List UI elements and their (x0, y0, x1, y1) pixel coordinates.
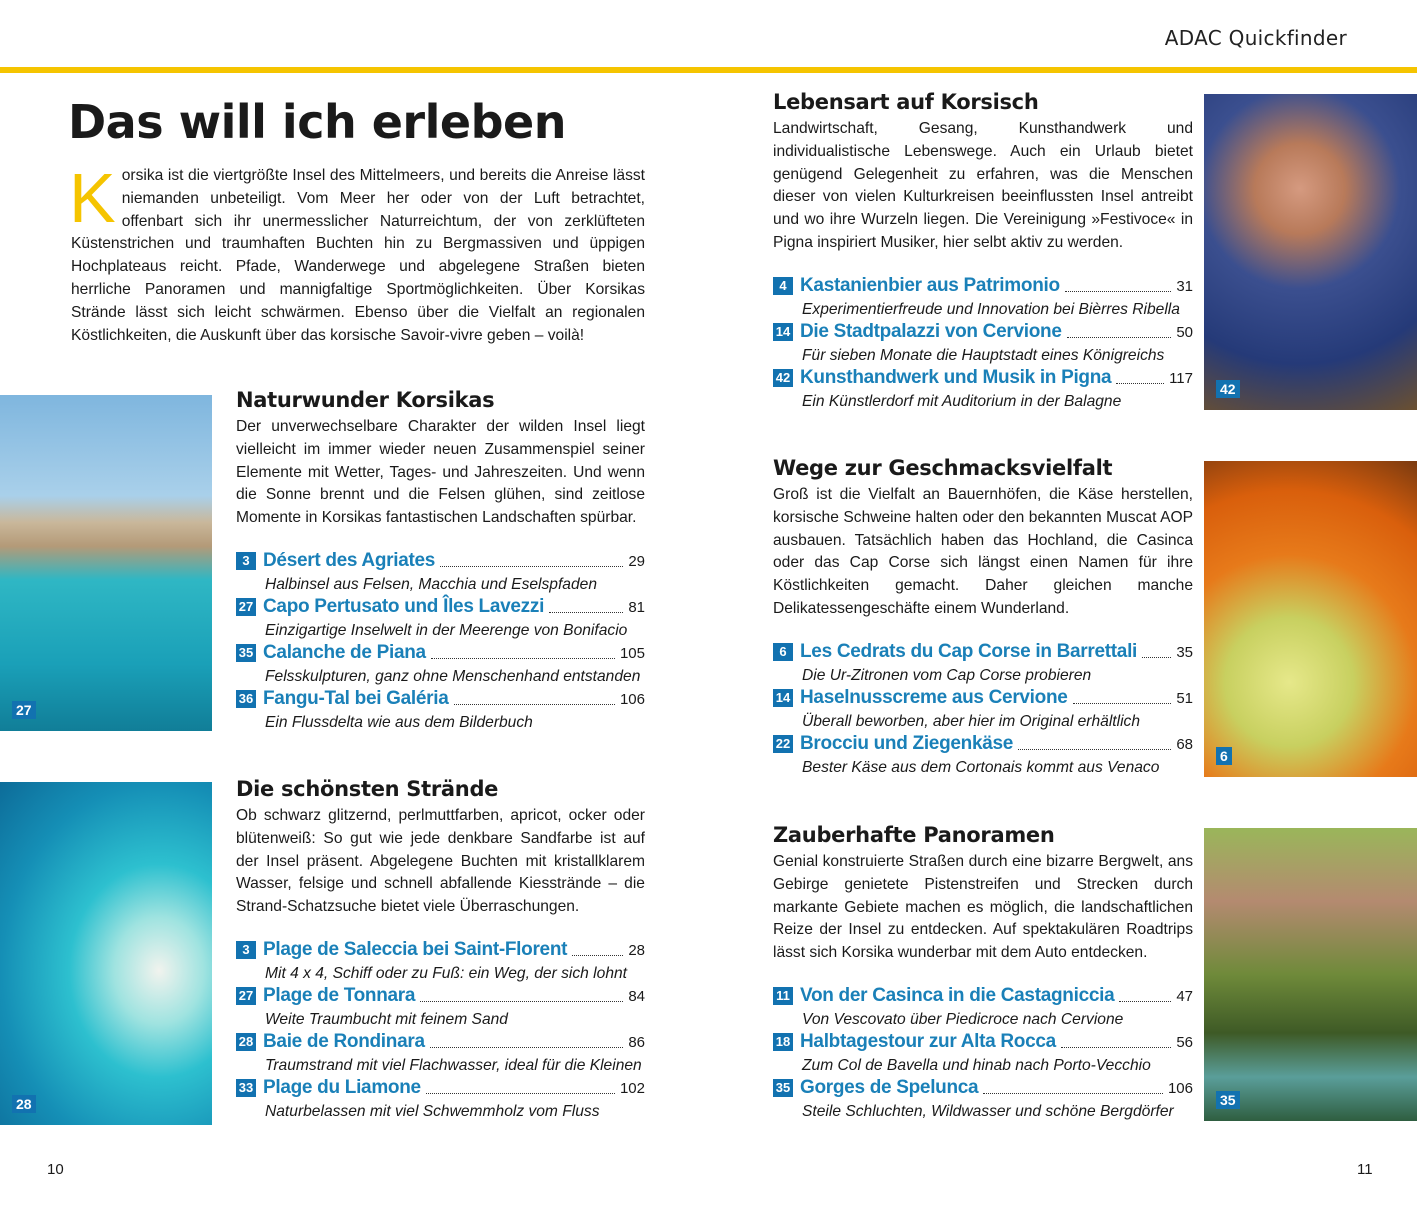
entry-row[interactable] (773, 985, 1193, 1008)
entry-subtitle: Experimentierfreude und Innovation bei Bièrres Ribella (802, 300, 1180, 318)
entry-number-badge: 42 (773, 369, 793, 387)
entry-title[interactable]: Plage du Liamone (263, 1076, 421, 1098)
entry-title[interactable]: Kastanienbier aus Patrimonio (800, 274, 1060, 296)
entry-title[interactable]: Die Stadtpalazzi von Cervione (800, 320, 1062, 342)
photo-number-badge: 42 (1216, 380, 1240, 398)
intro-text: orsika ist die viertgrößte Insel des Mittelmeers, und bereits die Anreise lässt niemanden unbeteiligt. Vom Meer her oder von der Luft betrachtet, offenbart sich ihr unermesslicher Naturreichtum, der von zerklüfteten Küstenstrichen und traumhaften Buchten hin zu Bergmassiven und üppigen Hochplateaus reicht. Pfade, Wanderwege und abgelegene Straßen bieten herrliche Panoramen und mannigfaltige Sportmöglichkeiten. Über Korsikas Strände lässt sich leicht schwärmen. Ebenso über die Vielfalt an regionalen Köstlichkeiten, die Auskunft über das korsische Savoir-vivre geben – voilà! (71, 167, 645, 344)
entry-subtitle: Für sieben Monate die Hauptstadt eines Königreichs (802, 346, 1165, 364)
section (773, 823, 1193, 1123)
dot-leader (1018, 749, 1171, 750)
entry-subtitle: Naturbelassen mit viel Schwemmholz vom Fluss (265, 1102, 600, 1120)
entry-page: 106 (619, 690, 645, 708)
entry-page: 51 (1176, 689, 1193, 707)
entry-page: 50 (1176, 323, 1193, 341)
entry-subtitle: Felsskulpturen, ganz ohne Menschenhand entstanden (265, 667, 641, 685)
entry-row[interactable] (236, 1077, 645, 1100)
section (773, 90, 1193, 413)
entry-number-badge: 11 (773, 987, 793, 1005)
page-title: Das will ich erleben (68, 95, 566, 149)
dot-leader (431, 658, 615, 659)
dot-leader (1067, 337, 1172, 338)
dot-leader (1142, 657, 1171, 658)
entry-subtitle: Überall beworben, aber hier im Original erhältlich (802, 712, 1141, 730)
entry-page: 47 (1176, 987, 1193, 1005)
entry-title[interactable]: Halbtagestour zur Alta Rocca (800, 1030, 1056, 1052)
entry-row[interactable] (773, 641, 1193, 664)
entry-row[interactable] (773, 1031, 1193, 1054)
entry-subtitle: Steile Schluchten, Wildwasser und schöne Bergdörfer (802, 1102, 1174, 1120)
entry-page: 31 (1176, 277, 1193, 295)
photo-number-badge: 28 (12, 1095, 36, 1113)
entry-page: 35 (1176, 643, 1193, 661)
entry-list (236, 550, 645, 734)
section-body: Landwirtschaft, Gesang, Kunsthandwerk und individualistische Lebenswege. Auch ein Urlaub bietet genügend Gelegenheit zu erfahren, was die Menschen dieser von vielen Kulturkreisen beeinflussten Insel antreibt und wo ihre Wurzeln liegen. Die Vereinigung »Festivoce« in Pigna inspiriert Musiker, hier selbt aktiv zu werden. (773, 120, 1193, 251)
entry-list (236, 939, 645, 1123)
photo-number-badge: 35 (1216, 1091, 1240, 1109)
section-body: Der unverwechselbare Charakter der wilden Insel liegt vielleicht im immer wieder neuen Zusammenspiel seiner Elemente mit Wetter, Tages- und Jahreszeiten. Und wenn die Sonne brennt und die Felsen glühen, sind zeitlose Momente in Korsikas fantastischen Landschaften spürbar. (236, 418, 645, 527)
entry-title[interactable]: Brocciu und Ziegenkäse (800, 732, 1014, 754)
entry-title[interactable]: Plage de Saleccia bei Saint-Florent (263, 938, 568, 960)
dot-leader (1065, 291, 1172, 292)
dot-leader (572, 955, 623, 956)
entry-title[interactable]: Haselnusscreme aus Cervione (800, 686, 1068, 708)
section-body: Genial konstruierte Straßen durch eine bizarre Bergwelt, ans Gebirge genietete Pistenstreifen und Strecken durch markante Gebiete machen es möglich, die landschaftlichen Reize der Insel zu entdecken. Auf spektakulären Roadtrips lässt sich Korsika wunderbar mit dem Auto entdecken. (773, 853, 1193, 962)
section-heading: Wege zur Geschmacksvielfalt (773, 456, 1113, 480)
entry-title[interactable]: Baie de Rondinara (263, 1030, 425, 1052)
entry-page: 28 (628, 941, 645, 959)
entry-number-badge: 14 (773, 689, 793, 707)
entry-title[interactable]: Von der Casinca in die Castagniccia (800, 984, 1115, 1006)
entry-number-badge: 28 (236, 1033, 256, 1051)
entry-list (773, 275, 1193, 413)
entry-page: 29 (628, 552, 645, 570)
section-photo (1204, 461, 1417, 777)
page-number-right: 11 (1357, 1161, 1373, 1178)
entry-row[interactable] (236, 1031, 645, 1054)
entry-title[interactable]: Fangu-Tal bei Galéria (263, 687, 449, 709)
photo-number-badge: 27 (12, 701, 36, 719)
entry-page: 68 (1176, 735, 1193, 753)
entry-row[interactable] (773, 321, 1193, 344)
entry-number-badge: 27 (236, 987, 256, 1005)
section (773, 456, 1193, 779)
section-heading: Naturwunder Korsikas (236, 388, 495, 412)
entry-title[interactable]: Désert des Agriates (263, 549, 436, 571)
section-body: Groß ist die Vielfalt an Bauernhöfen, die Käse herstellen, korsische Schweine halten oder den bekannten Muscat AOP ausbauen. Tatsächlich haben das Hochland, die Casinca oder das Cap Corse sich längst einen Namen für ihre Köstlichkeiten gemacht. Daher gleichen manche Delikatessengeschäfte einem Wunderland. (773, 486, 1193, 617)
entry-subtitle: Mit 4 x 4, Schiff oder zu Fuß: ein Weg, der sich lohnt (265, 964, 627, 982)
entry-number-badge: 22 (773, 735, 793, 753)
section (236, 777, 645, 1123)
dot-leader (1119, 1001, 1171, 1002)
section-heading: Lebensart auf Korsisch (773, 90, 1039, 114)
entry-row[interactable] (773, 275, 1193, 298)
entry-number-badge: 14 (773, 323, 793, 341)
entry-title[interactable]: Plage de Tonnara (263, 984, 416, 1006)
entry-page: 102 (619, 1079, 645, 1097)
entry-page: 56 (1176, 1033, 1193, 1051)
intro-paragraph (69, 159, 645, 347)
entry-list (773, 985, 1193, 1123)
entry-number-badge: 3 (236, 552, 256, 570)
entry-page: 106 (1167, 1079, 1193, 1097)
entry-number-badge: 36 (236, 690, 256, 708)
dot-leader (420, 1001, 623, 1002)
entry-number-badge: 35 (236, 644, 256, 662)
entry-row[interactable] (236, 642, 645, 665)
entry-page: 84 (628, 987, 645, 1005)
entry-number-badge: 33 (236, 1079, 256, 1097)
dot-leader (426, 1093, 615, 1094)
entry-list (773, 641, 1193, 779)
entry-number-badge: 35 (773, 1079, 793, 1097)
entry-subtitle: Bester Käse aus dem Cortonais kommt aus Venaco (802, 758, 1160, 776)
entry-title[interactable]: Kunsthandwerk und Musik in Pigna (800, 366, 1112, 388)
entry-row[interactable] (773, 1077, 1193, 1100)
entry-row[interactable] (236, 550, 645, 573)
entry-subtitle: Einzigartige Inselwelt in der Meerenge von Bonifacio (265, 621, 628, 639)
section-heading: Zauberhafte Panoramen (773, 823, 1055, 847)
dot-leader (440, 566, 623, 567)
entry-page: 81 (628, 598, 645, 616)
entry-subtitle: Halbinsel aus Felsen, Macchia und Eselspfaden (265, 575, 597, 593)
section (236, 388, 645, 734)
entry-number-badge: 6 (773, 643, 793, 661)
section-heading: Die schönsten Strände (236, 777, 499, 801)
entry-row[interactable] (236, 688, 645, 711)
entry-title[interactable]: Les Cedrats du Cap Corse in Barrettali (800, 640, 1138, 662)
dot-leader (549, 612, 623, 613)
running-header: ADAC Quickfinder (1164, 26, 1347, 50)
entry-number-badge: 18 (773, 1033, 793, 1051)
dot-leader (430, 1047, 624, 1048)
section-photo (1204, 94, 1417, 410)
entry-page: 105 (619, 644, 645, 662)
entry-number-badge: 3 (236, 941, 256, 959)
entry-row[interactable] (236, 985, 645, 1008)
entry-row[interactable] (773, 733, 1193, 756)
section-photo (1204, 828, 1417, 1121)
entry-subtitle: Traumstrand mit viel Flachwasser, ideal für die Kleinen (265, 1056, 642, 1074)
entry-title[interactable]: Gorges de Spelunca (800, 1076, 979, 1098)
entry-title[interactable]: Calanche de Piana (263, 641, 426, 663)
header-rule (0, 67, 1417, 73)
page-number-left: 10 (47, 1161, 64, 1178)
dot-leader (1116, 383, 1164, 384)
entry-row[interactable] (236, 596, 645, 619)
entry-number-badge: 4 (773, 277, 793, 295)
entry-page: 86 (628, 1033, 645, 1051)
entry-subtitle: Ein Künstlerdorf mit Auditorium in der Balagne (802, 392, 1122, 410)
entry-subtitle: Zum Col de Bavella und hinab nach Porto-Vecchio (802, 1056, 1151, 1074)
entry-row[interactable] (773, 367, 1193, 390)
photo-number-badge: 6 (1216, 747, 1232, 765)
dot-leader (1061, 1047, 1171, 1048)
entry-row[interactable] (773, 687, 1193, 710)
entry-page: 117 (1169, 369, 1193, 387)
dot-leader (983, 1093, 1163, 1094)
entry-number-badge: 27 (236, 598, 256, 616)
entry-subtitle: Ein Flussdelta wie aus dem Bilderbuch (265, 713, 533, 731)
entry-subtitle: Weite Traumbucht mit feinem Sand (265, 1010, 508, 1028)
dot-leader (1073, 703, 1172, 704)
section-body: Ob schwarz glitzernd, perlmuttfarben, apricot, ocker oder blütenweiß: So gut wie jede denkbare Sandfarbe ist auf der Insel präsent. Abgelegene Buchten mit kristallklarem Wasser, felsige und schnell abfallende Kiesstrände – die Strand-Schatzsuche bietet viele Überraschungen. (236, 807, 645, 916)
dot-leader (454, 704, 615, 705)
entry-row[interactable] (236, 939, 645, 962)
entry-title[interactable]: Capo Pertusato und Îles Lavezzi (263, 595, 545, 617)
drop-cap: K (69, 159, 116, 237)
section-photo (0, 782, 212, 1125)
section-photo (0, 395, 212, 731)
entry-subtitle: Von Vescovato über Piedicroce nach Cervione (802, 1010, 1124, 1028)
entry-subtitle: Die Ur-Zitronen vom Cap Corse probieren (802, 666, 1092, 684)
